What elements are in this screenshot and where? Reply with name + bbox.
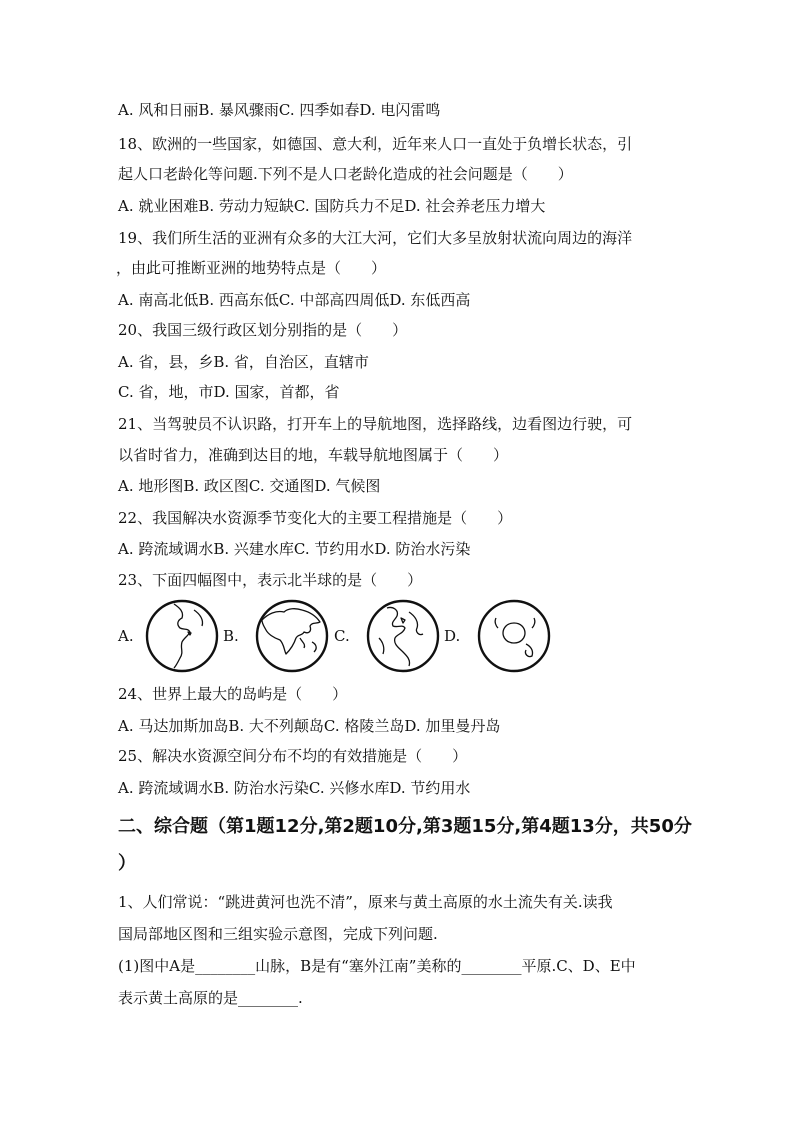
option-b-label: B. [223, 627, 239, 645]
q20-options-line1: A. 省，县，乡B. 省，自治区，直辖市 [118, 353, 369, 371]
q19-options: A. 南高北低B. 西高东低C. 中部高四周低D. 东低西高 [118, 291, 471, 309]
cq1-stem-line1: 1、人们常说：“跳进黄河也洗不清”，原来与黄土高原的水土流失有关.读我 [118, 893, 613, 911]
q25-stem: 25、解决水资源空间分布不均的有效措施是（ ） [118, 747, 468, 765]
q17-options: A. 风和日丽B. 暴风骤雨C. 四季如春D. 电闪雷鸣 [118, 101, 441, 119]
globe-c-icon [365, 598, 441, 674]
option-d-label: D. [444, 627, 461, 645]
q21-options: A. 地形图B. 政区图C. 交通图D. 气候图 [118, 477, 381, 495]
globe-d-icon [476, 598, 552, 674]
q18-options: A. 就业困难B. 劳动力短缺C. 国防兵力不足D. 社会养老压力增大 [118, 197, 546, 215]
q21-stem-line2: 以省时省力，准确到达目的地，车载导航地图属于（ ） [118, 446, 509, 464]
q20-stem: 20、我国三级行政区划分别指的是（ ） [118, 321, 408, 339]
globe-b-icon [254, 598, 330, 674]
cq1-stem-line2: 国局部地区图和三组实验示意图，完成下列问题. [118, 925, 438, 943]
cq1-part1-line2: 表示黄土高原的是________. [118, 989, 303, 1007]
q18-stem-line1: 18、欧洲的一些国家，如德国、意大利，近年来人口一直处于负增长状态，引 [118, 135, 633, 153]
option-a-label: A. [118, 627, 134, 645]
cq1-part1-line1: (1)图中A是________山脉，B是有“塞外江南”美称的________平原.C、D、E中 [118, 957, 636, 975]
q25-options: A. 跨流域调水B. 防治水污染C. 兴修水库D. 节约用水 [118, 779, 471, 797]
q18-stem-line2: 起人口老龄化等问题.下列不是人口老龄化造成的社会问题是（ ） [118, 165, 573, 183]
q24-options: A. 马达加斯加岛B. 大不列颠岛C. 格陵兰岛D. 加里曼丹岛 [118, 717, 501, 735]
section-title: 二、综合题（第1题12分,第2题10分,第3题15分,第4题13分，共50分 [118, 816, 692, 837]
q22-options: A. 跨流域调水B. 兴建水库C. 节约用水D. 防治水污染 [118, 540, 471, 558]
q23-globe-options [118, 598, 558, 678]
q20-options-line2: C. 省，地，市D. 国家，首都，省 [118, 383, 340, 401]
section-title-cont: ） [118, 853, 136, 874]
q22-stem: 22、我国解决水资源季节变化大的主要工程措施是（ ） [118, 509, 513, 527]
option-c-label: C. [334, 627, 350, 645]
q19-stem-line1: 19、我们所生活的亚洲有众多的大江大河，它们大多呈放射状流向周边的海洋 [118, 229, 633, 247]
q21-stem-line1: 21、当驾驶员不认识路，打开车上的导航地图，选择路线，边看图边行驶，可 [118, 415, 633, 433]
globe-a-icon [144, 598, 220, 674]
q24-stem: 24、世界上最大的岛屿是（ ） [118, 685, 348, 703]
q19-stem-line2: ，由此可推断亚洲的地势特点是（ ） [116, 259, 387, 277]
q23-stem: 23、下面四幅图中，表示北半球的是（ ） [118, 571, 423, 589]
